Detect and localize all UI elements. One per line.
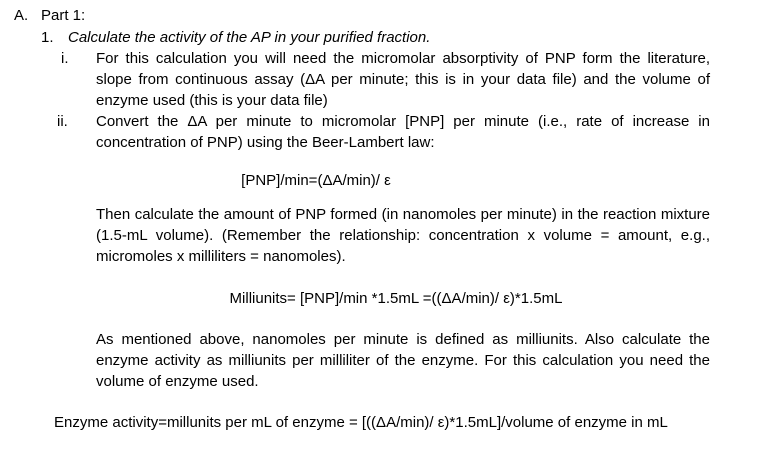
subitem-i-text: For this calculation you will need the micromolar absorptivity of PNP form the literature, slope from continuous assay (ΔA per minute; this is in your data file) and the volume of enzyme used (this is your data file): [96, 50, 710, 109]
equation-enzyme-activity: Enzyme activity=millunits per mL of enzyme = [((ΔA/min)/ ε)*1.5mL]/volume of enzyme in mL: [54, 414, 668, 431]
paragraph-pnp-amount: Then calculate the amount of PNP formed (in nanomoles per minute) in the reaction mixture (1.5-mL volume). (Remember the relationship: concentration x volume = amount, e.g., micromoles x milliliters = nanomoles).: [96, 206, 710, 265]
equation-milliunits: Milliunits= [PNP]/min *1.5mL =((ΔA/min)/ ε)*1.5mL: [229, 290, 563, 307]
subitem-ii-text: Convert the ΔA per minute to micromolar [PNP] per minute (i.e., rate of increase in concentration of PNP) using the Beer-Lambert law:: [96, 113, 710, 151]
subitem-ii-numeral: ii.: [57, 113, 68, 130]
item-number: 1.: [41, 29, 54, 46]
part-marker: A.: [14, 7, 29, 24]
equation-pnp-per-min: [PNP]/min=(ΔA/min)/ ε: [241, 172, 391, 189]
paragraph-enzyme-activity: As mentioned above, nanomoles per minute is defined as milliunits. Also calculate the enzyme activity as milliunits per milliliter of the enzyme. For this calculation you need the volume of enzyme used.: [96, 331, 710, 390]
part-heading: Part 1:: [41, 7, 86, 24]
subitem-i-numeral: i.: [61, 50, 69, 67]
item-title: Calculate the activity of the AP in your purified fraction.: [68, 29, 431, 46]
